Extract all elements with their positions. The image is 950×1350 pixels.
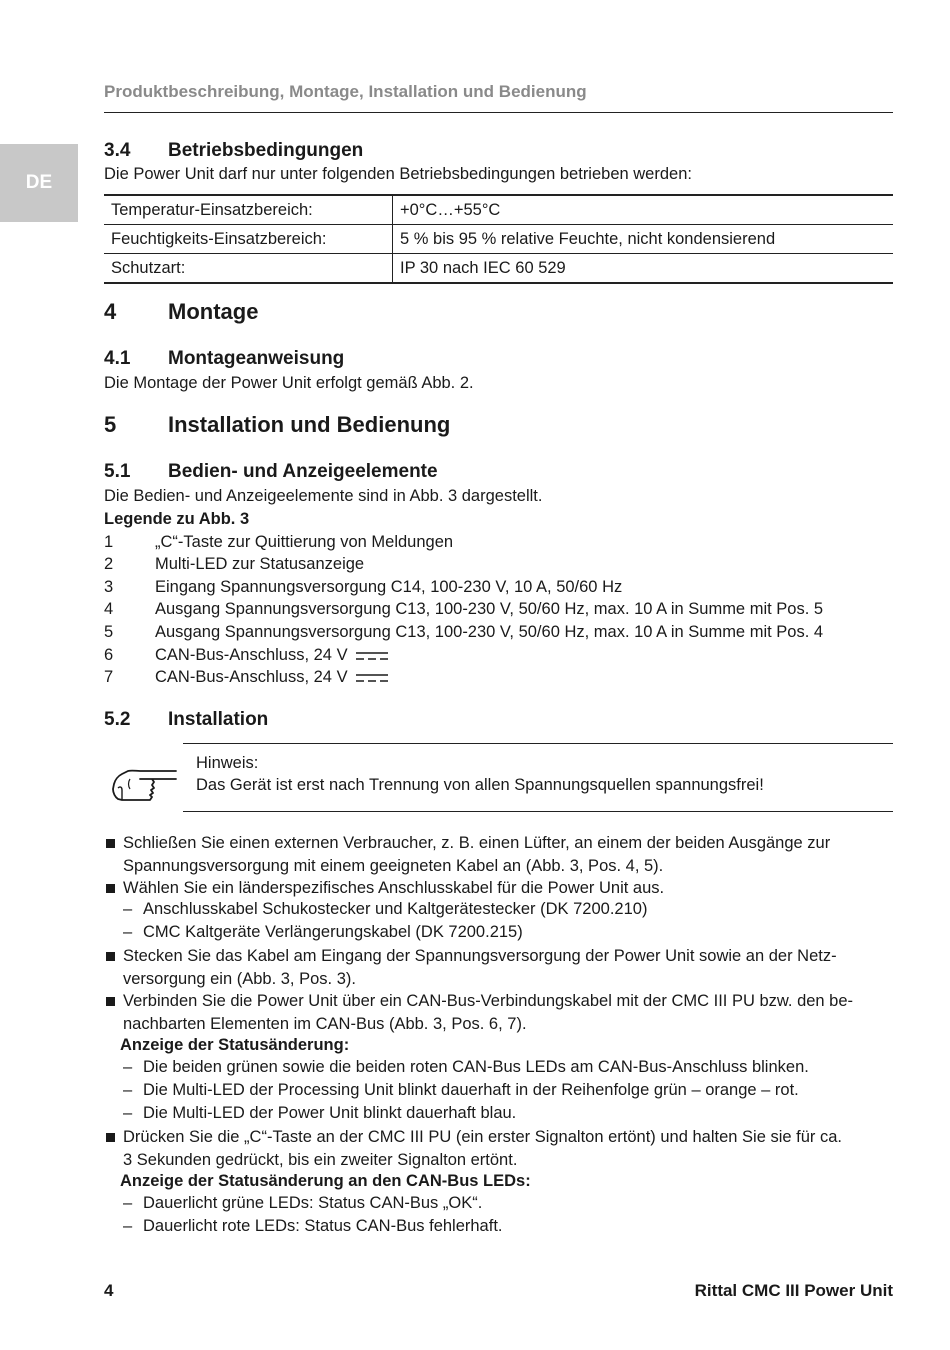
- section-title: Betriebsbedingungen: [168, 140, 364, 161]
- legend-item: [104, 668, 434, 690]
- section-title: Bedien- und Anzeigeelemente: [168, 461, 438, 482]
- dash-mark: –: [123, 900, 133, 918]
- legend-text: CAN-Bus-Anschluss, 24 V: [155, 668, 348, 686]
- section-number: 5.2: [104, 709, 131, 730]
- bullet-text: nachbarten Elementen im CAN-Bus (Abb. 3, Pos. 6, 7).: [123, 1015, 527, 1033]
- header-divider: [104, 112, 893, 113]
- section-title: Montageanweisung: [168, 348, 345, 369]
- legend-number: 7: [104, 668, 114, 686]
- table-cell: Schutzart:: [104, 254, 393, 284]
- bullet-text: Drücken Sie die „C“-Taste an der CMC III PU (ein erster Signalton ertönt) und halten Sie sie für ca.: [123, 1128, 842, 1146]
- note-text: Das Gerät ist erst nach Trennung von allen Spannungsquellen spannungsfrei!: [196, 776, 764, 794]
- section-heading-3-4: [104, 140, 804, 164]
- dash-mark: –: [123, 1104, 133, 1122]
- dc-voltage-icon: [356, 671, 388, 685]
- status-change-heading: Anzeige der Statusänderung:: [120, 1036, 350, 1054]
- dash-text: CMC Kaltgeräte Verlängerungskabel (DK 7200.215): [143, 923, 523, 941]
- legend-text: Ausgang Spannungsversorgung C13, 100-230 V, 50/60 Hz, max. 10 A in Summe mit Pos. 5: [155, 600, 824, 618]
- note-bottom-rule: [183, 811, 893, 812]
- legend-number: 5: [104, 623, 114, 641]
- pointing-hand-icon: [110, 762, 178, 802]
- legend-title: Legende zu Abb. 3: [104, 510, 250, 528]
- section-intro: Die Power Unit darf nur unter folgenden Betriebsbedingungen betrieben werden:: [104, 165, 692, 183]
- bullet-text: Stecken Sie das Kabel am Eingang der Spannungsversorgung der Power Unit sowie an der Netz-: [123, 947, 837, 965]
- table-cell: 5 % bis 95 % relative Feuchte, nicht kondensierend: [393, 225, 894, 254]
- paragraph: Die Bedien- und Anzeigeelemente sind in Abb. 3 dargestellt.: [104, 487, 543, 505]
- legend-number: 1: [104, 533, 114, 551]
- legend-number: 4: [104, 600, 114, 618]
- dash-mark: –: [123, 923, 133, 941]
- chapter-number: 5: [104, 412, 117, 437]
- section-number: 5.1: [104, 461, 131, 482]
- legend-item: [104, 646, 434, 668]
- table-row: [104, 225, 893, 254]
- chapter-title: Montage: [168, 299, 259, 324]
- legend-text: „C“-Taste zur Quittierung von Meldungen: [155, 533, 454, 551]
- legend-number: 3: [104, 578, 114, 596]
- bullet-square-icon: [106, 839, 115, 848]
- bullet-text: Verbinden Sie die Power Unit über ein CAN-Bus-Verbindungskabel mit der CMC III PU bzw. den be-: [123, 992, 854, 1010]
- legend-number: 2: [104, 555, 114, 573]
- dash-mark: –: [123, 1194, 133, 1212]
- dash-mark: –: [123, 1058, 133, 1076]
- footer-product-name: Rittal CMC III Power Unit: [694, 1281, 893, 1300]
- operating-conditions-table: [104, 194, 893, 284]
- table-cell: +0°C…+55°C: [400, 200, 501, 219]
- legend-text: Ausgang Spannungsversorgung C13, 100-230 V, 50/60 Hz, max. 10 A in Summe mit Pos. 4: [155, 623, 824, 641]
- dash-text: Die Multi-LED der Processing Unit blinkt dauerhaft in der Reihenfolge grün – orange – rot.: [143, 1081, 799, 1099]
- bullet-square-icon: [106, 952, 115, 961]
- chapter-number: 4: [104, 299, 117, 324]
- bullet-text: Wählen Sie ein länderspezifisches Anschlusskabel für die Power Unit aus.: [123, 879, 665, 897]
- dash-text: Dauerlicht rote LEDs: Status CAN-Bus fehlerhaft.: [143, 1217, 503, 1235]
- chapter-title: Installation und Bedienung: [168, 412, 451, 437]
- bullet-square-icon: [106, 884, 115, 893]
- section-heading-4-1: [104, 348, 804, 372]
- section-number: 3.4: [104, 140, 131, 161]
- dc-voltage-icon: [356, 649, 388, 663]
- section-number: 4.1: [104, 348, 131, 369]
- bullet-square-icon: [106, 1133, 115, 1142]
- bullet-text: Schließen Sie einen externen Verbraucher, z. B. einen Lüfter, an einem der beiden Ausgänge zur: [123, 834, 831, 852]
- legend-number: 6: [104, 646, 114, 664]
- led-status-heading: Anzeige der Statusänderung an den CAN-Bus LEDs:: [120, 1172, 531, 1190]
- dash-text: Die beiden grünen sowie die beiden roten CAN-Bus LEDs am CAN-Bus-Anschluss blinken.: [143, 1058, 809, 1076]
- section-heading-5-2: [104, 709, 804, 733]
- bullet-text: 3 Sekunden gedrückt, bis ein zweiter Signalton ertönt.: [123, 1151, 518, 1169]
- dash-mark: –: [123, 1217, 133, 1235]
- legend-text-wrap: [155, 668, 388, 687]
- note-top-rule: [183, 743, 893, 744]
- chapter-heading-5: [104, 412, 804, 440]
- legend-text: CAN-Bus-Anschluss, 24 V: [155, 646, 348, 664]
- dash-text: Dauerlicht grüne LEDs: Status CAN-Bus „OK“.: [143, 1194, 483, 1212]
- table-cell: IP 30 nach IEC 60 529: [393, 254, 894, 284]
- table-row: [104, 195, 893, 225]
- section-title: Installation: [168, 709, 269, 730]
- dash-text: Die Multi-LED der Power Unit blinkt dauerhaft blau.: [143, 1104, 517, 1122]
- table-row: [104, 254, 893, 284]
- legend-text: Eingang Spannungsversorgung C14, 100-230 V, 10 A, 50/60 Hz: [155, 578, 623, 596]
- page-number: 4: [104, 1281, 114, 1300]
- table-cell: Temperatur-Einsatzbereich:: [104, 195, 393, 225]
- chapter-heading-4: [104, 299, 804, 327]
- legend-text: Multi-LED zur Statusanzeige: [155, 555, 365, 573]
- bullet-text: Spannungsversorgung mit einem geeigneten Kabel an (Abb. 3, Pos. 4, 5).: [123, 857, 664, 875]
- bullet-text: versorgung ein (Abb. 3, Pos. 3).: [123, 970, 356, 988]
- table-cell: Feuchtigkeits-Einsatzbereich:: [104, 225, 393, 254]
- legend-text-wrap: [155, 646, 388, 665]
- note-label: Hinweis:: [196, 754, 259, 772]
- section-heading-5-1: [104, 461, 804, 485]
- paragraph: Die Montage der Power Unit erfolgt gemäß Abb. 2.: [104, 374, 474, 392]
- dash-mark: –: [123, 1081, 133, 1099]
- running-header: Produktbeschreibung, Montage, Installation und Bedienung: [104, 82, 587, 101]
- bullet-square-icon: [106, 997, 115, 1006]
- dash-text: Anschlusskabel Schukostecker und Kaltgerätestecker (DK 7200.210): [143, 900, 648, 918]
- language-tab: DE: [0, 144, 78, 222]
